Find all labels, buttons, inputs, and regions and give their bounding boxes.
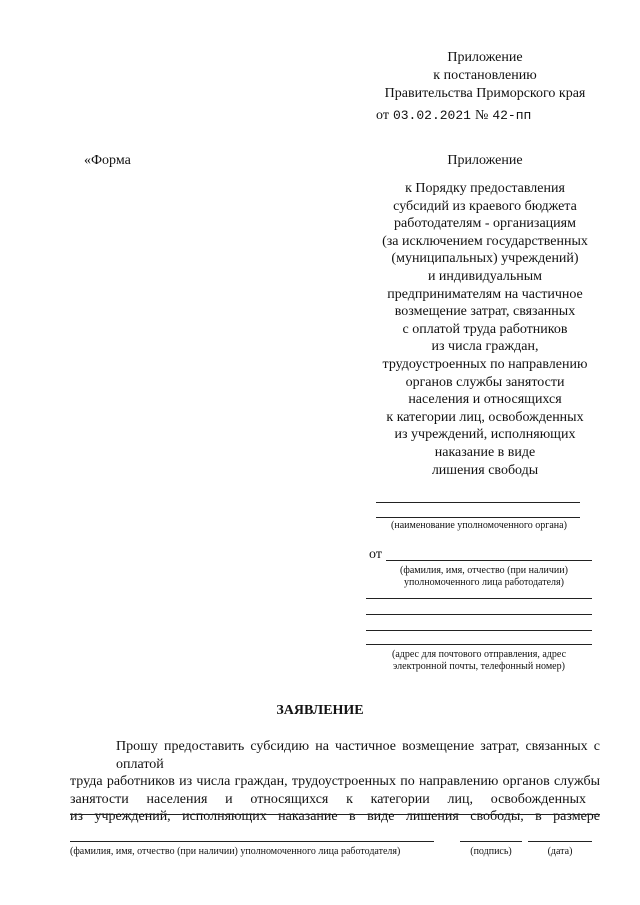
- procedure-appendix-line: к категории лиц, освобожденных: [386, 409, 584, 425]
- statement-body: [70, 738, 600, 826]
- procedure-appendix-line: предпринимателям на частичное: [387, 286, 583, 302]
- procedure-appendix-line: и индивидуальным: [427, 268, 543, 284]
- signer-name-line[interactable]: [70, 841, 434, 842]
- date-caption: (дата): [547, 846, 573, 857]
- sender-caption-1: (фамилия, имя, отчество (при наличии): [400, 565, 568, 576]
- address-line-1[interactable]: [366, 598, 592, 599]
- procedure-appendix-line: (за исключением государственных: [382, 233, 588, 249]
- procedure-appendix-line: к Порядку предоставления: [405, 181, 565, 196]
- procedure-appendix-line: с оплатой труда работников: [402, 321, 568, 337]
- signer-name-caption: (фамилия, имя, отчество (при наличии) уполномоченного лица работодателя): [70, 846, 401, 857]
- sender-name-line[interactable]: [386, 560, 592, 561]
- from-label: от: [369, 547, 382, 562]
- date-line[interactable]: [528, 841, 592, 842]
- procedure-appendix-line: возмещение затрат, связанных: [394, 304, 576, 320]
- statement-line-2: труда работников из числа граждан, трудоустроенных по направлению органов службы: [70, 774, 600, 790]
- statement-title: ЗАЯВЛЕНИЕ: [276, 703, 364, 718]
- procedure-appendix-line: работодателям - организациям: [394, 216, 576, 232]
- to-decree-label: к постановлению: [433, 68, 537, 83]
- decree-number: 42-пп: [492, 108, 532, 123]
- appendix-header: [360, 49, 610, 103]
- recipient-line[interactable]: [376, 502, 580, 503]
- procedure-appendix-line: из числа граждан,: [431, 339, 539, 355]
- procedure-appendix-line: (муниципальных) учреждений): [391, 251, 579, 267]
- signature-caption: (подпись): [470, 846, 512, 857]
- government-label: Правительства Приморского края: [384, 86, 586, 101]
- recipient-caption: (наименование уполномоченного органа): [391, 520, 567, 531]
- procedure-appendix-line: лишения свободы: [431, 462, 539, 478]
- statement-line-4: из учреждений, исполняющих наказание в виде лишения свободы, в размере: [70, 809, 600, 825]
- address-line-3[interactable]: [366, 630, 592, 631]
- sender-caption-2: уполномоченного лица работодателя): [404, 577, 564, 588]
- recipient-line-2[interactable]: [376, 517, 580, 518]
- amount-line[interactable]: [70, 814, 600, 815]
- procedure-appendix-line: населения и относящихся: [408, 392, 562, 408]
- signature-line[interactable]: [460, 841, 522, 842]
- decree-date: 03.02.2021: [392, 108, 471, 123]
- date-prefix: от: [376, 108, 389, 123]
- procedure-appendix-line: из учреждений, исполняющих: [394, 427, 576, 443]
- decree-date-number: [376, 106, 616, 125]
- appendix-label: Приложение: [447, 50, 523, 65]
- statement-line-3: занятости населения и относящихся к категории лиц, освобожденных: [70, 791, 586, 807]
- procedure-appendix-line: наказание в виде: [434, 444, 536, 460]
- number-sign: №: [474, 108, 489, 123]
- address-line-2[interactable]: [366, 614, 592, 615]
- address-caption-2: электронной почты, телефонный номер): [393, 661, 565, 672]
- address-line-4[interactable]: [366, 644, 592, 645]
- statement-line-1: Прошу предоставить субсидию на частичное возмещение затрат, связанных с оплатой: [116, 739, 600, 772]
- procedure-appendix-line: органов службы занятости: [405, 374, 565, 390]
- procedure-appendix-title: Приложение: [447, 153, 523, 168]
- address-caption-1: (адрес для почтового отправления, адрес: [391, 649, 567, 660]
- procedure-appendix-line: субсидий из краевого бюджета: [393, 198, 577, 214]
- procedure-appendix-line: трудоустроенных по направлению: [382, 356, 588, 372]
- form-label: «Форма: [84, 153, 131, 168]
- procedure-appendix-text: [355, 180, 615, 479]
